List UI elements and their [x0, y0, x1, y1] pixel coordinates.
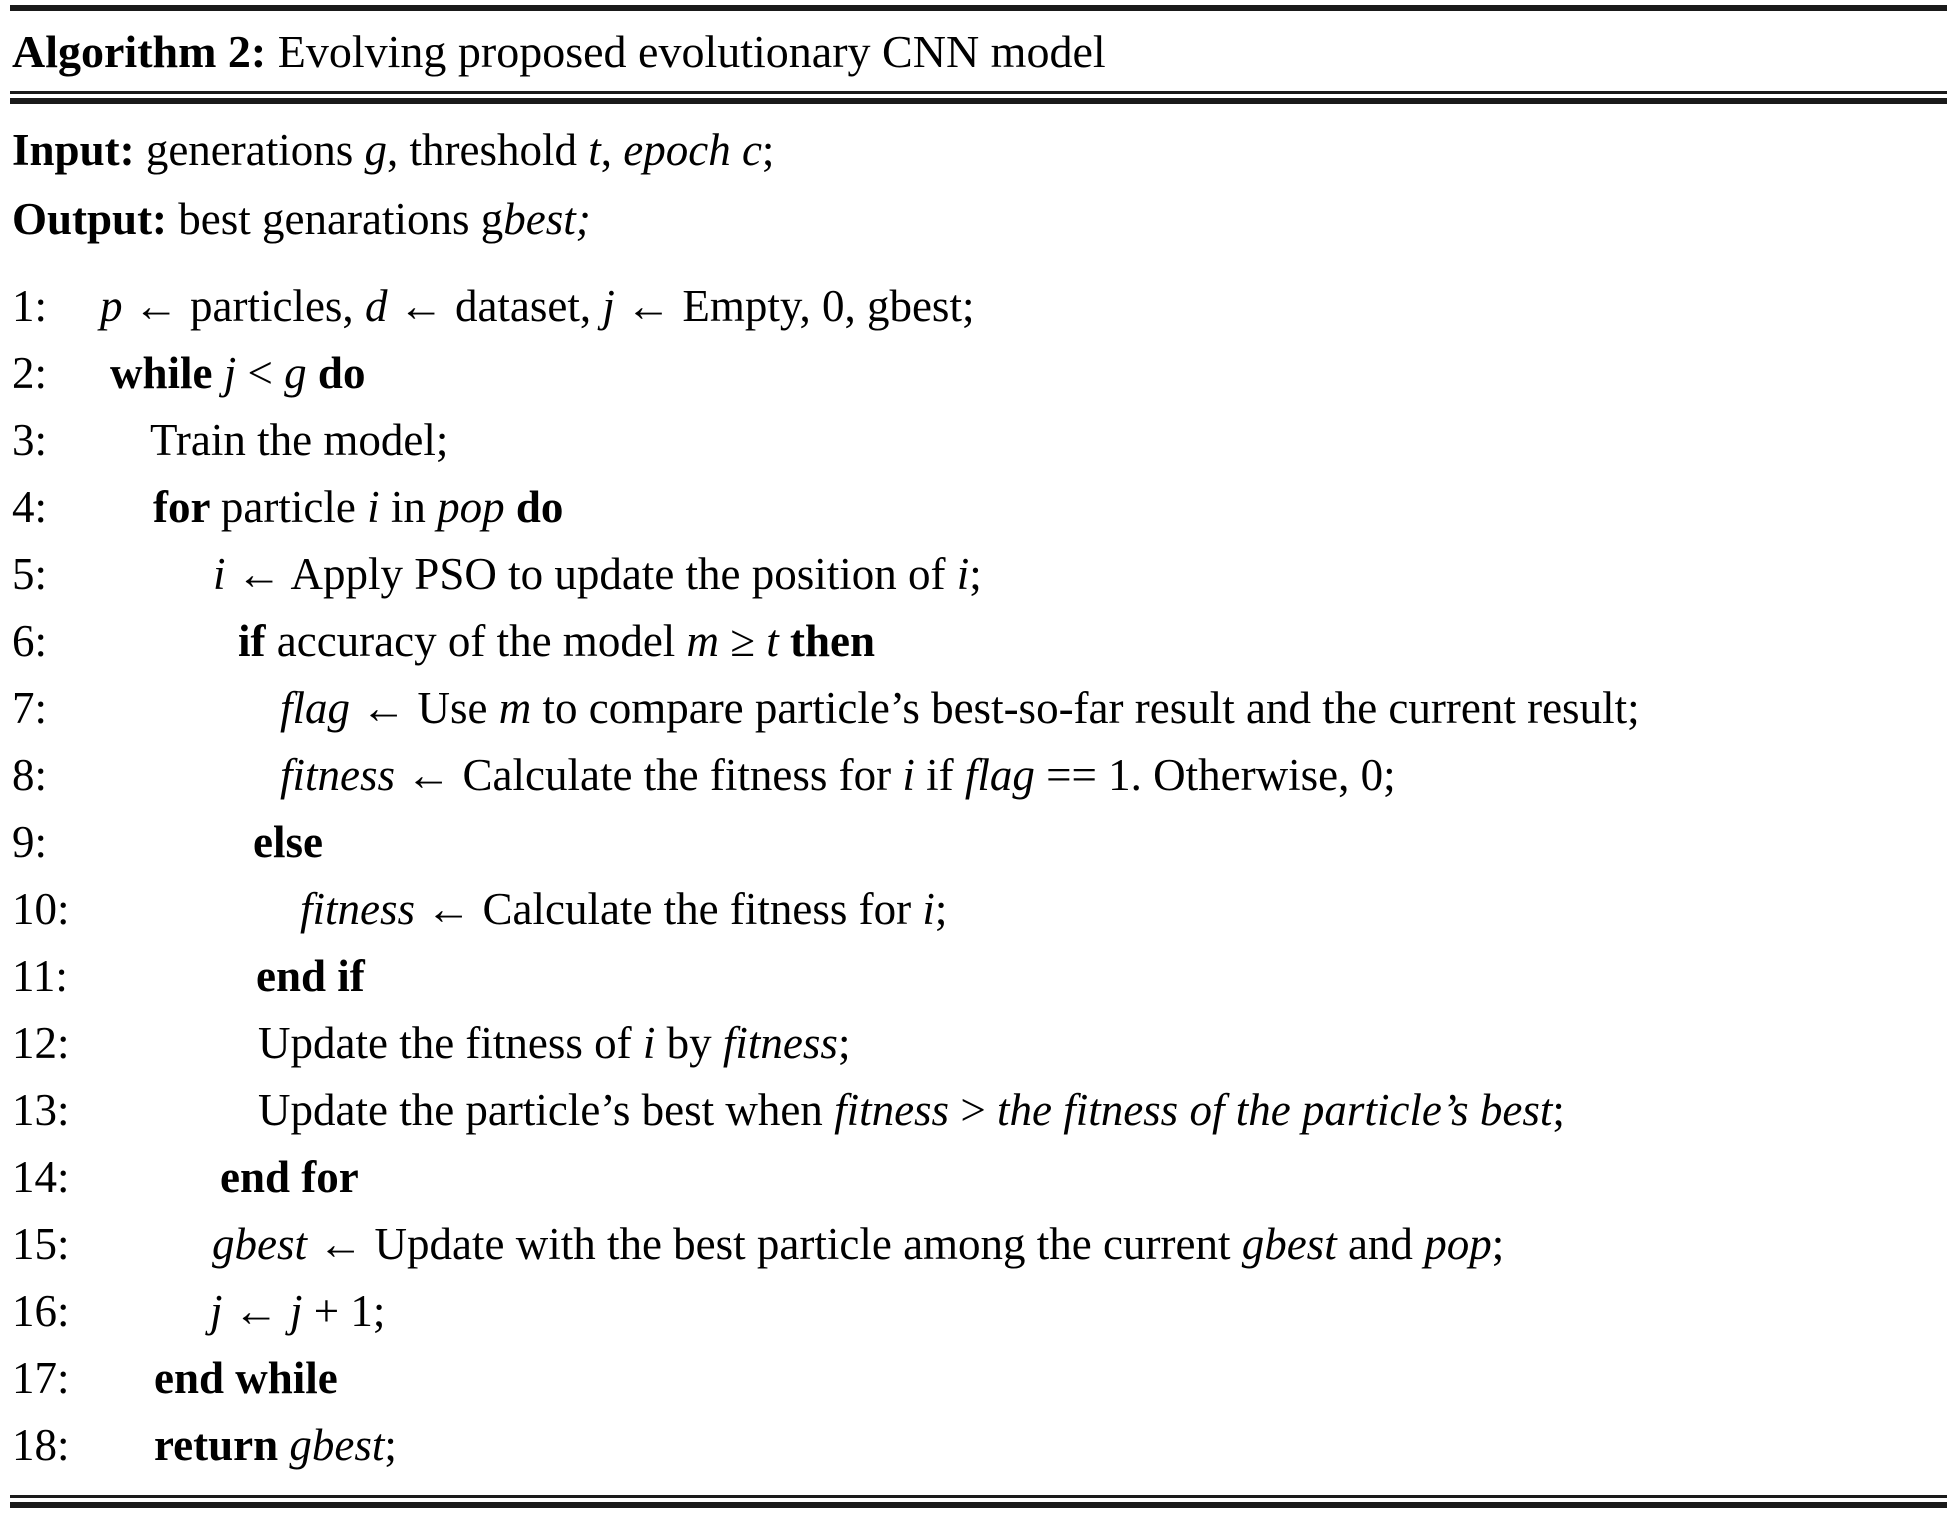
- algorithm-step-segment: for: [153, 482, 221, 532]
- input-var-epoch: epoch c: [623, 125, 762, 175]
- algorithm-step-number: 9:: [12, 817, 48, 867]
- algorithm-step-segment: p: [100, 281, 123, 331]
- algorithm-step-segment: if: [238, 616, 277, 666]
- algorithm-step-segment: by: [655, 1018, 723, 1068]
- algorithm-step-segment: then: [790, 616, 876, 666]
- algorithm-step-number: 7:: [12, 683, 48, 733]
- algorithm-step: [10, 865, 1947, 932]
- algorithm-step-number: 12:: [12, 1018, 70, 1068]
- algorithm-step: [10, 329, 1947, 396]
- algorithm-step-number: 4:: [12, 482, 48, 532]
- algorithm-step-segment: do: [515, 482, 564, 532]
- algorithm-step-number: 3:: [12, 415, 48, 465]
- algorithm-step-number: 13:: [12, 1085, 70, 1135]
- algorithm-step-segment: pop: [437, 482, 505, 532]
- algorithm-caption-title: Evolving proposed evolutionary CNN model: [277, 26, 1106, 77]
- algorithm-step-number: 6:: [12, 616, 48, 666]
- bottom-rule: [10, 1495, 1947, 1508]
- algorithm-step-segment: m: [686, 616, 720, 666]
- algorithm-step-segment: j: [210, 1286, 223, 1336]
- algorithm-caption-label: Algorithm 2:: [12, 26, 267, 77]
- algorithm-step-text: [212, 1219, 1505, 1269]
- input-text-end: ;: [761, 125, 775, 175]
- algorithm-step-segment: i: [902, 750, 915, 800]
- algorithm-step-segment: fitness: [280, 750, 396, 800]
- input-line: [10, 104, 1947, 173]
- algorithm-step-segment: fitness: [722, 1018, 838, 1068]
- algorithm-step-segment: particle: [220, 482, 368, 532]
- algorithm-steps: [10, 242, 1947, 1468]
- algorithm-step-segment: fitness: [300, 884, 416, 934]
- algorithm-step: [10, 932, 1947, 999]
- algorithm-step-text: [210, 1286, 386, 1336]
- algorithm-step-segment: == 1. Otherwise, 0;: [1034, 750, 1396, 800]
- algorithm-step-segment: gbest: [212, 1219, 307, 1269]
- algorithm-step-segment: ←: [415, 884, 483, 934]
- algorithm-step-segment: ;: [1552, 1085, 1565, 1135]
- algorithm-step-number: 17:: [12, 1353, 70, 1403]
- algorithm-step-segment: flag: [280, 683, 351, 733]
- algorithm-step-segment: pop: [1424, 1219, 1492, 1269]
- algorithm-step-text: [220, 1152, 359, 1202]
- algorithm-step-number: 1:: [12, 281, 48, 331]
- algorithm-step-segment: + 1;: [302, 1286, 386, 1336]
- input-text-pre: generations: [134, 125, 365, 175]
- algorithm-step-text: [280, 750, 1396, 800]
- algorithm-step-segment: the fitness of the particle’s best: [996, 1085, 1553, 1135]
- output-label: Output:: [12, 194, 168, 244]
- algorithm-step-segment: ;: [1491, 1219, 1505, 1269]
- algorithm-step-segment: ;: [384, 1420, 397, 1470]
- algorithm-step-text: [153, 482, 564, 532]
- algorithm-step-segment: ←: [225, 549, 291, 599]
- algorithm-step-segment: m: [498, 683, 532, 733]
- algorithm-step-text: [258, 1085, 1565, 1135]
- algorithm-step-segment: <: [236, 348, 285, 398]
- algorithm-step-segment: ;: [934, 884, 948, 934]
- output-line: [10, 173, 1947, 242]
- algorithm-step: [10, 731, 1947, 798]
- algorithm-step-segment: else: [253, 817, 323, 867]
- algorithm-step-segment: ←: [614, 281, 683, 331]
- algorithm-step: [10, 1334, 1947, 1401]
- algorithm-step-segment: ←: [222, 1286, 291, 1336]
- algorithm-step-text: [238, 616, 876, 666]
- algorithm-step-number: 8:: [12, 750, 48, 800]
- algorithm-step-segment: ≥: [719, 616, 767, 666]
- algorithm-step-segment: j: [223, 348, 237, 398]
- algorithm-step-number: 11:: [12, 951, 68, 1001]
- algorithm-step-text: [213, 549, 982, 599]
- algorithm-step-segment: Apply PSO to update the position of: [290, 549, 957, 599]
- algorithm-step-segment: return: [154, 1420, 290, 1470]
- algorithm-step: [10, 798, 1947, 865]
- algorithm-step-segment: end if: [256, 951, 365, 1001]
- algorithm-step-text: [154, 1420, 397, 1470]
- algorithm-step-text: [253, 817, 323, 867]
- algorithm-step-segment: j: [290, 1286, 303, 1336]
- algorithm-step-number: 2:: [12, 348, 48, 398]
- algorithm-step-segment: accuracy of the model: [276, 616, 687, 666]
- output-text-pre: best genarations g: [167, 194, 504, 244]
- algorithm-step-segment: ←: [350, 683, 418, 733]
- algorithm-step: [10, 664, 1947, 731]
- algorithm-step-segment: dataset,: [454, 281, 603, 331]
- algorithm-step-segment: d: [364, 281, 388, 331]
- algorithm-step-segment: do: [317, 348, 366, 398]
- algorithm-step: [10, 1200, 1947, 1267]
- algorithm-step-segment: [505, 482, 516, 532]
- algorithm-step-segment: ←: [387, 281, 455, 331]
- output-var-gbest: best;: [503, 194, 591, 244]
- algorithm-step-number: 16:: [12, 1286, 70, 1336]
- algorithm-step-segment: [307, 348, 318, 398]
- algorithm-step: [10, 1133, 1947, 1200]
- algorithm-step: [10, 463, 1947, 530]
- algorithm-step-segment: ;: [969, 549, 982, 599]
- algorithm-step-segment: ←: [122, 281, 190, 331]
- algorithm-step-text: [100, 281, 975, 331]
- algorithm-step-segment: while: [110, 348, 224, 398]
- algorithm-step-segment: to compare particle’s best-so-far result and the current result;: [531, 683, 1640, 733]
- algorithm-step: [10, 262, 1947, 329]
- algorithm-step-text: [256, 951, 365, 1001]
- algorithm-step-segment: in: [379, 482, 438, 532]
- algorithm-step: [10, 1401, 1947, 1468]
- algorithm-step-segment: end while: [154, 1353, 338, 1403]
- algorithm-step-segment: j: [602, 281, 615, 331]
- algorithm-step-number: 14:: [12, 1152, 70, 1202]
- algorithm-step: [10, 396, 1947, 463]
- algorithm-step: [10, 1066, 1947, 1133]
- input-label: Input:: [12, 125, 135, 175]
- algorithm-step-segment: ;: [837, 1018, 851, 1068]
- algorithm-step-segment: i: [367, 482, 380, 532]
- algorithm-step-segment: flag: [964, 750, 1035, 800]
- algorithm-step-number: 18:: [12, 1420, 70, 1470]
- input-text-mid2: ,: [600, 125, 624, 175]
- algorithm-step-segment: gbest: [1241, 1219, 1337, 1269]
- algorithm-step-text: [150, 415, 449, 465]
- algorithm-step-segment: i: [213, 549, 226, 599]
- algorithm-step-segment: Train the model;: [150, 415, 449, 465]
- input-var-g: g: [364, 125, 387, 175]
- algorithm-block: [0, 5, 1957, 1520]
- algorithm-step-segment: g: [284, 348, 307, 398]
- algorithm-step: [10, 597, 1947, 664]
- algorithm-step-segment: and: [1336, 1219, 1425, 1269]
- algorithm-step-text: [280, 683, 1640, 733]
- algorithm-step: [10, 530, 1947, 597]
- algorithm-step-segment: particles,: [190, 281, 365, 331]
- algorithm-step-text: [300, 884, 948, 934]
- algorithm-step-segment: Use: [417, 683, 499, 733]
- algorithm-step-segment: Calculate the fitness for: [462, 750, 903, 800]
- algorithm-step-segment: if: [914, 750, 965, 800]
- algorithm-step-segment: end for: [220, 1152, 359, 1202]
- caption-rule: [10, 91, 1947, 104]
- algorithm-step-segment: Empty, 0, gbest;: [682, 281, 975, 331]
- algorithm-step-text: [154, 1353, 338, 1403]
- algorithm-step-segment: Update with the best particle among the current: [374, 1219, 1242, 1269]
- algorithm-step-segment: fitness: [834, 1085, 950, 1135]
- algorithm-step-text: [258, 1018, 851, 1068]
- algorithm-step-segment: i: [922, 884, 935, 934]
- algorithm-step: [10, 1267, 1947, 1334]
- algorithm-step-segment: gbest: [289, 1420, 385, 1470]
- algorithm-step: [10, 999, 1947, 1066]
- algorithm-step-segment: Calculate the fitness for: [482, 884, 923, 934]
- algorithm-caption: [10, 11, 1947, 91]
- algorithm-step-segment: >: [949, 1085, 997, 1135]
- algorithm-step-number: 15:: [12, 1219, 70, 1269]
- input-var-t: t: [588, 125, 601, 175]
- algorithm-step-text: [110, 348, 366, 398]
- algorithm-step-number: 10:: [12, 884, 70, 934]
- algorithm-step-segment: i: [956, 549, 970, 599]
- algorithm-step-number: 5:: [12, 549, 48, 599]
- algorithm-step-segment: Update the fitness of: [258, 1018, 643, 1068]
- input-text-mid1: , threshold: [387, 125, 589, 175]
- algorithm-step-segment: i: [642, 1018, 656, 1068]
- algorithm-step-segment: ←: [395, 750, 463, 800]
- algorithm-step-segment: ←: [307, 1219, 375, 1269]
- algorithm-step-segment: [779, 616, 790, 666]
- algorithm-step-segment: t: [766, 616, 779, 666]
- algorithm-step-segment: Update the particle’s best when: [258, 1085, 835, 1135]
